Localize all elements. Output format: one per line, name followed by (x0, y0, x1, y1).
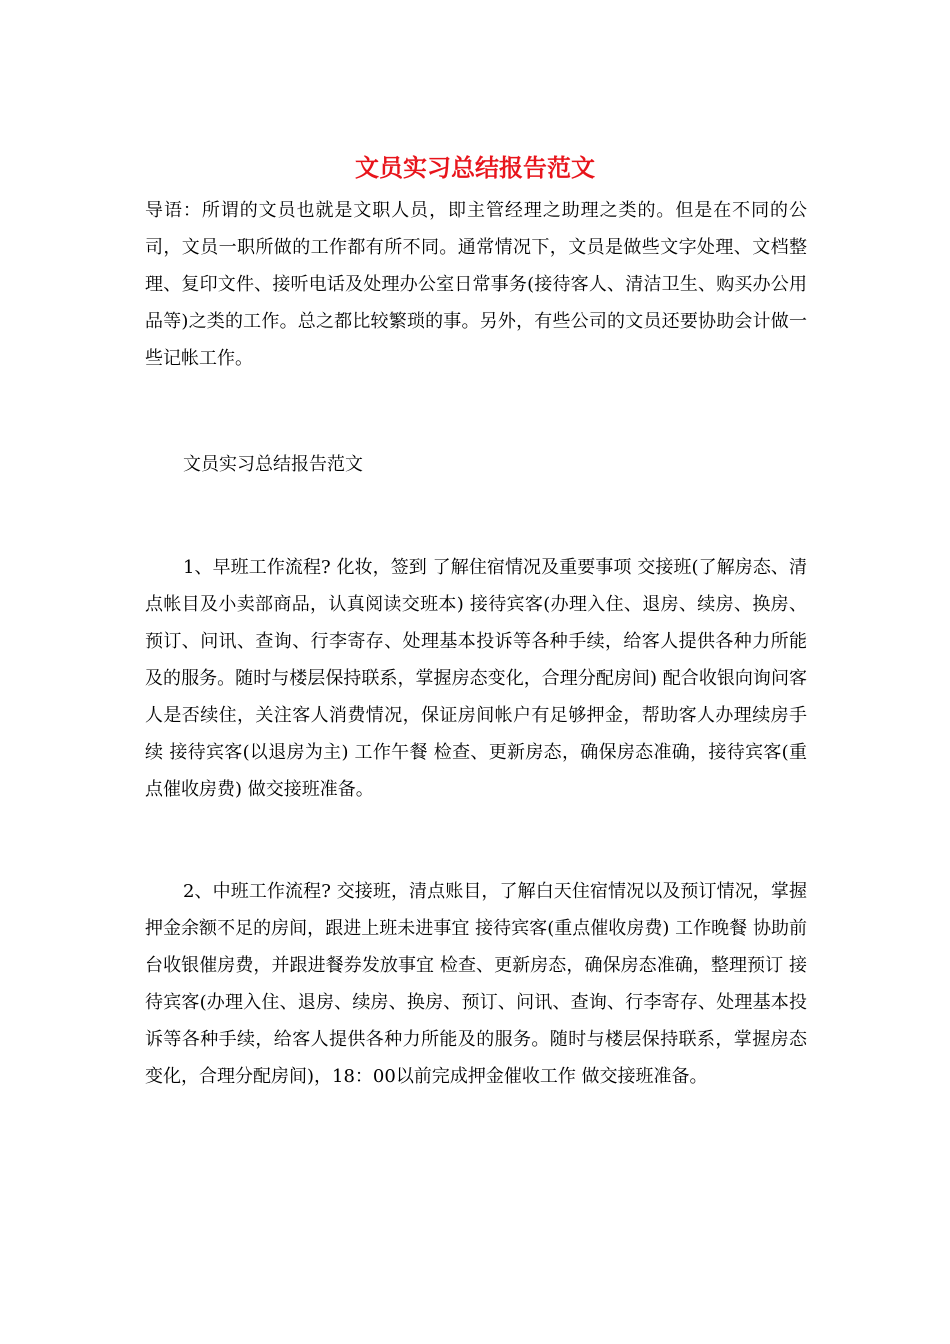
paragraph-middle-shift: 2、中班工作流程? 交接班，清点账目，了解白天住宿情况以及预订情况，掌握押金余额不足的房间，跟进上班未进事宜 接待宾客(重点催收房费) 工作晚餐 协助前台收银催房费，并跟进餐券发放事宜 检查、更新房态，确保房态准确，整理预订 接待宾客(办理入住、退房、续房、换房、预订、问讯、查询、行李寄存、处理基本投诉等各种手续，给客人提供各种力所能及的服务。随时与楼层保持联系，掌握房态变化，合理分配房间)，18：00以前完成押金催收工作 做交接班准备。 (145, 881, 807, 1087)
document-title: 文员实习总结报告范文 (355, 153, 595, 182)
paragraph-morning-shift: 1、早班工作流程? 化妆，签到 了解住宿情况及重要事项 交接班(了解房态、清点帐目及小卖部商品，认真阅读交班本) 接待宾客(办理入住、退房、续房、换房、预订、问讯、查询、行李寄存、处理基本投诉等各种手续，给客人提供各种力所能及的服务。随时与楼层保持联系，掌握房态变化，合理分配房间) 配合收银向询问客人是否续住，关注客人消费情况，保证房间帐户有足够押金，帮助客人办理续房手续 接待宾客(以退房为主) 工作午餐 检查、更新房态，确保房态准确，接待宾客(重点催收房费) 做交接班准备。 (145, 557, 807, 800)
intro-paragraph: 导语：所谓的文员也就是文职人员，即主管经理之助理之类的。但是在不同的公司，文员一职所做的工作都有所不同。通常情况下，文员是做些文字处理、文档整理、复印文件、接听电话及处理办公室日常事务(接待客人、清洁卫生、购买办公用品等)之类的工作。总之都比较繁琐的事。另外，有些公司的文员还要协助会计做一些记帐工作。 (145, 200, 807, 369)
section-subtitle: 文员实习总结报告范文 (183, 454, 363, 475)
